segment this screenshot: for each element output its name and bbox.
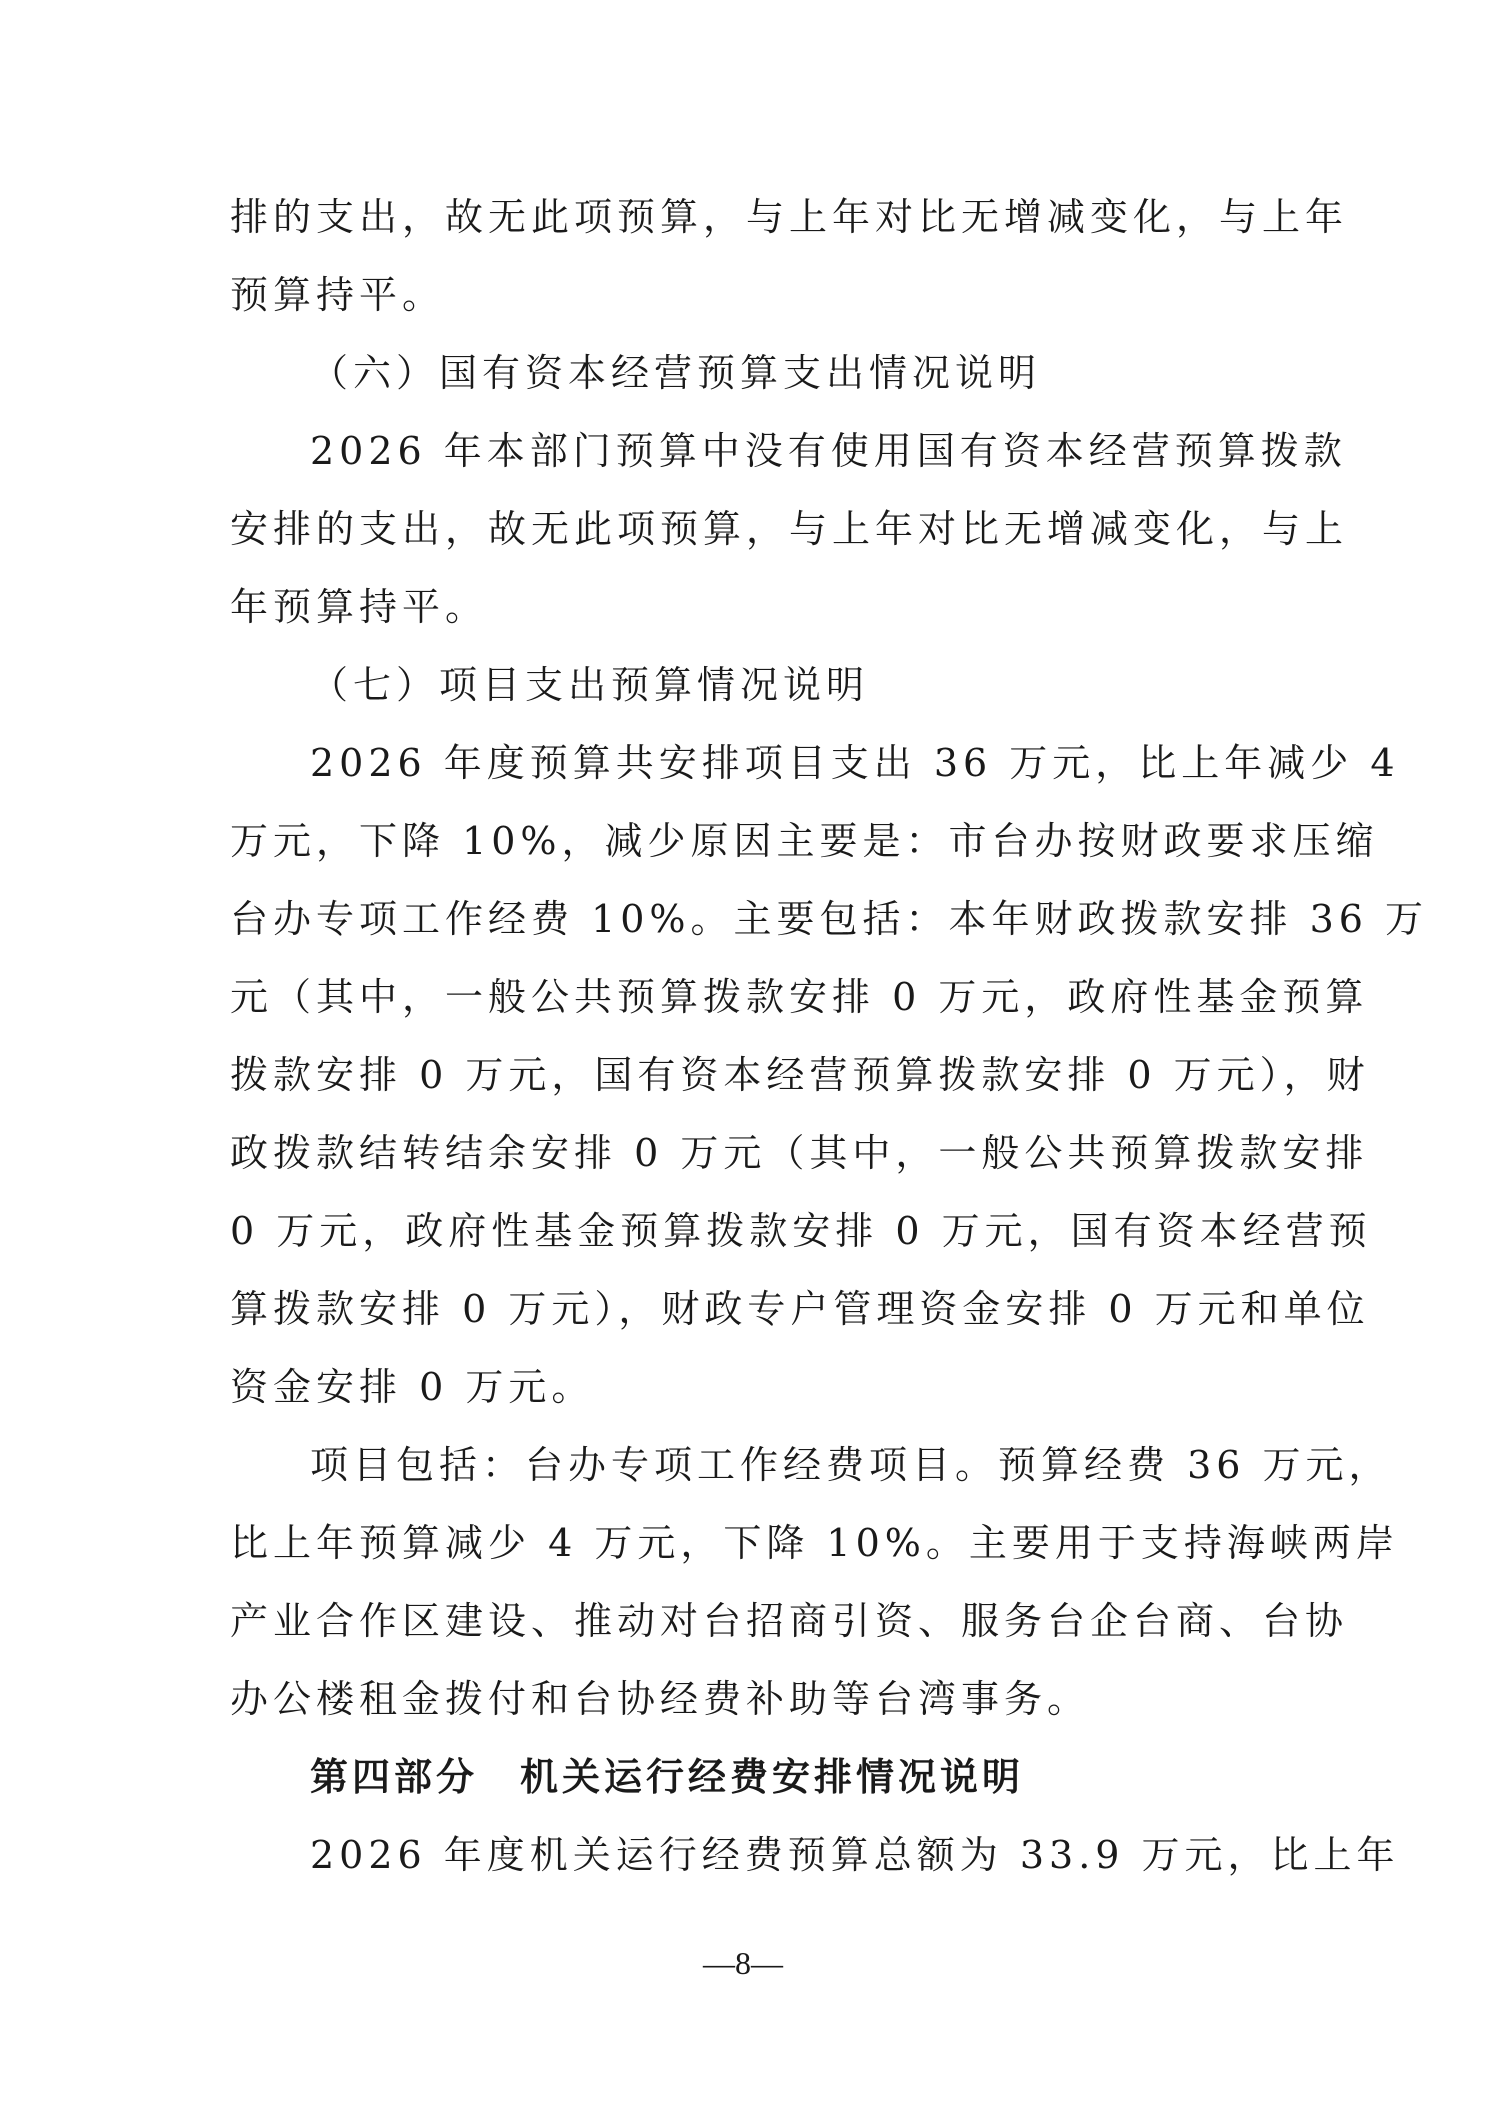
paragraph-line: 万元，下降 10%，减少原因主要是：市台办按财政要求压缩: [230, 819, 1379, 863]
section-heading-7: （七）项目支出预算情况说明: [310, 663, 870, 707]
paragraph-line: 排的支出，故无此项预算，与上年对比无增减变化，与上年: [230, 195, 1349, 239]
paragraph-line: 产业合作区建设、推动对台招商引资、服务台企台商、台协: [230, 1599, 1349, 1643]
paragraph-line: 比上年预算减少 4 万元，下降 10%。主要用于支持海峡两岸: [230, 1521, 1399, 1565]
paragraph-line: 台办专项工作经费 10%。主要包括：本年财政拨款安排 36 万: [230, 897, 1429, 941]
paragraph-line: 2026 年度预算共安排项目支出 36 万元，比上年减少 4: [310, 741, 1400, 785]
paragraph-line: 0 万元，政府性基金预算拨款安排 0 万元，国有资本经营预: [230, 1209, 1372, 1253]
part-heading: 第四部分 机关运行经费安排情况说明: [310, 1755, 1025, 1799]
paragraph-line: 办公楼租金拨付和台协经费补助等台湾事务。: [230, 1677, 1091, 1721]
paragraph-line: 算拨款安排 0 万元），财政专户管理资金安排 0 万元和单位: [230, 1287, 1370, 1331]
paragraph-line: 元（其中，一般公共预算拨款安排 0 万元，政府性基金预算: [230, 975, 1369, 1019]
paragraph-line: 预算持平。: [230, 273, 446, 317]
paragraph-line: 2026 年度机关运行经费预算总额为 33.9 万元，比上年: [310, 1833, 1400, 1877]
paragraph-line: 2026 年本部门预算中没有使用国有资本经营预算拨款: [310, 429, 1347, 473]
document-body: [230, 178, 1429, 1894]
section-heading-6: （六）国有资本经营预算支出情况说明: [310, 351, 1042, 395]
paragraph-line: 安排的支出，故无此项预算，与上年对比无增减变化，与上: [230, 507, 1349, 551]
paragraph-line: 政拨款结转结余安排 0 万元（其中，一般公共预算拨款安排: [230, 1131, 1369, 1175]
page-number: —8—: [703, 1945, 783, 1981]
paragraph-line: 年预算持平。: [230, 585, 489, 629]
paragraph-line: 项目包括：台办专项工作经费项目。预算经费 36 万元，: [310, 1443, 1392, 1487]
paragraph-line: 资金安排 0 万元。: [230, 1365, 595, 1409]
paragraph-line: 拨款安排 0 万元，国有资本经营预算拨款安排 0 万元），财: [230, 1053, 1370, 1097]
